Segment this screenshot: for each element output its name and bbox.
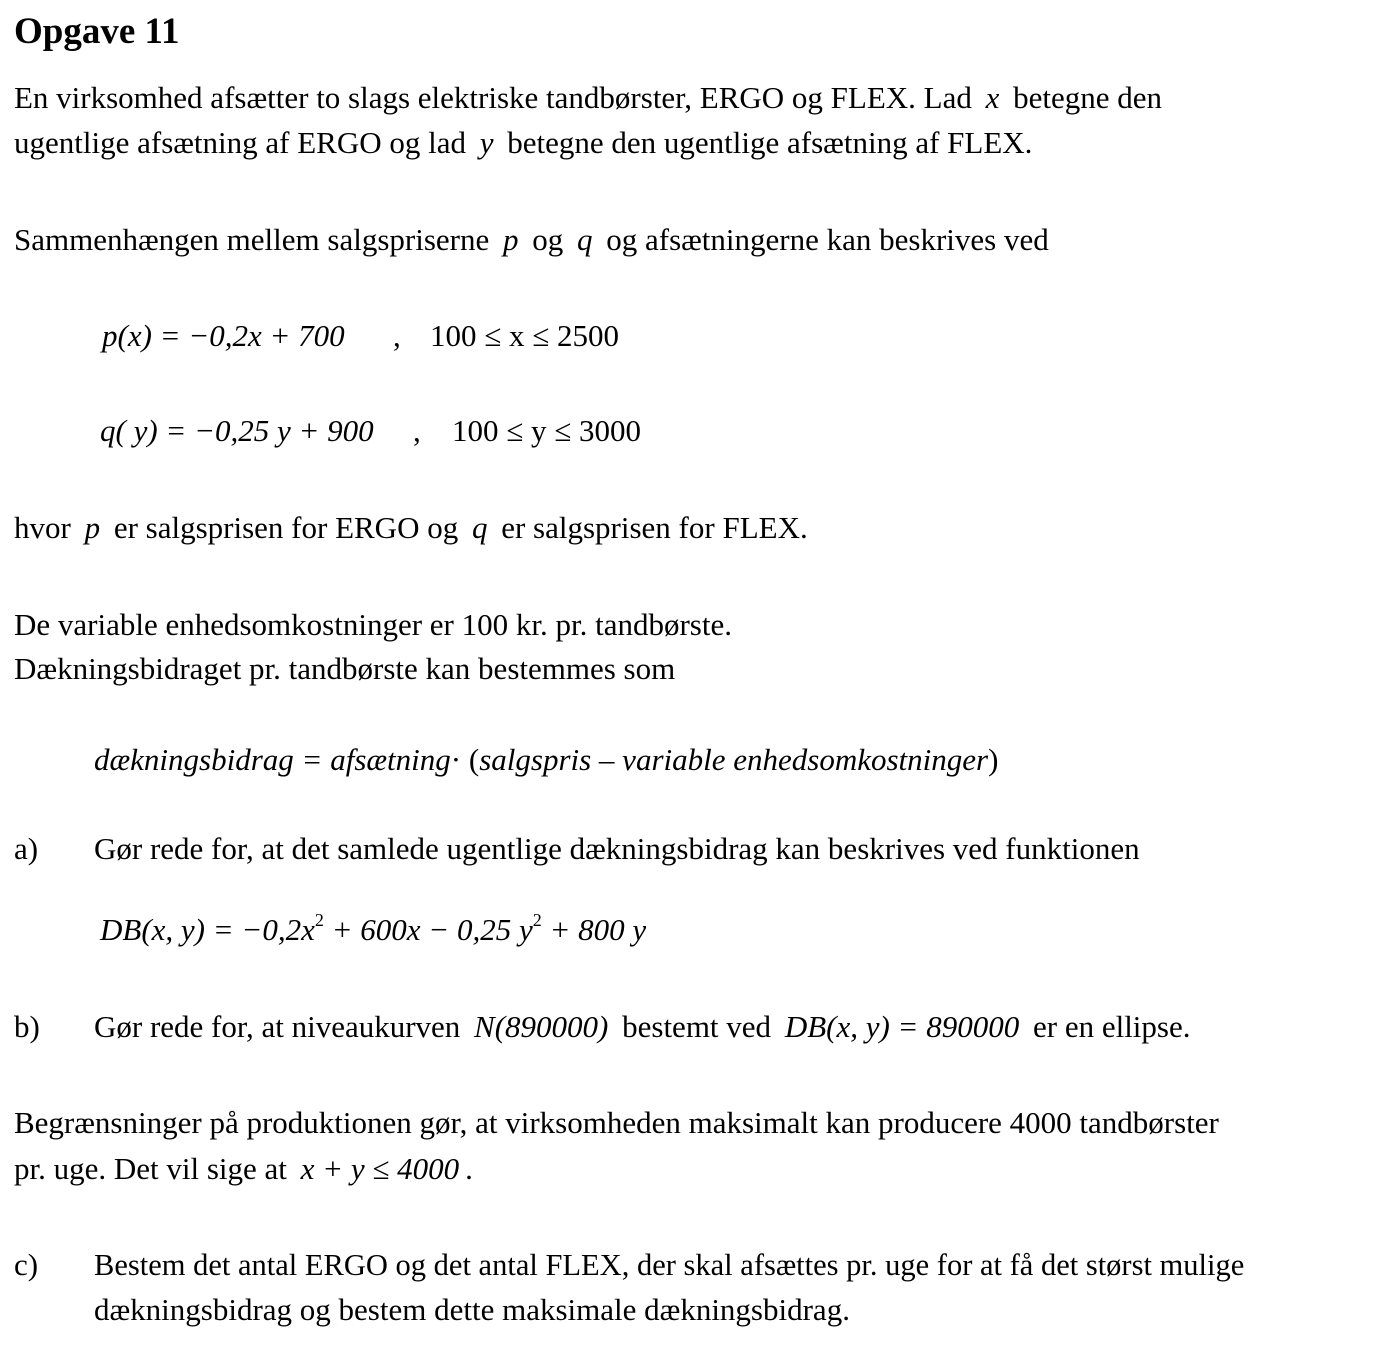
relation-text: og <box>532 222 564 257</box>
contribution-formula <box>94 742 998 778</box>
level-curve: N(890000) <box>474 1009 609 1044</box>
formula-part: salgspris – variable enhedsomkostninger <box>479 742 989 777</box>
equation-q-separator: , <box>413 413 421 448</box>
db-part: DB(x, y) = −0,2x <box>100 912 315 947</box>
variable-p: p <box>84 510 101 545</box>
domain-text: 100 ≤ y ≤ 3000 <box>452 413 642 448</box>
constraint-line-2 <box>14 1151 473 1187</box>
variable-y: y <box>479 125 494 160</box>
page-title: Opgave 11 <box>14 11 180 52</box>
where-line <box>14 510 808 546</box>
exponent: 2 <box>532 910 542 930</box>
db-part: + 800 y <box>541 912 647 947</box>
constraint-text: pr. uge. Det vil sige at <box>14 1151 287 1186</box>
formula-dot: · <box>450 742 462 777</box>
db-part: + 600x − 0,25 y <box>323 912 533 947</box>
level-equation: DB(x, y) = 890000 <box>784 1009 1020 1044</box>
equation-q-lhs: q( y) = −0,25 y + 900 <box>100 413 374 448</box>
domain-text: 100 ≤ x ≤ 2500 <box>430 318 620 353</box>
equation-p-separator: , <box>393 318 401 353</box>
question-a-label: a) <box>14 831 39 866</box>
question-b-part: Gør rede for, at niveaukurven <box>94 1009 461 1044</box>
variable-x: x <box>985 80 1000 115</box>
variable-p: p <box>502 222 519 257</box>
intro-line-2 <box>14 125 1032 161</box>
equation-p <box>102 318 345 354</box>
formula-paren: ( <box>468 742 480 777</box>
question-b-label: b) <box>14 1009 40 1044</box>
equation-p-lhs: p(x) = −0,2x + 700 <box>102 318 345 353</box>
question-b-part: bestemt ved <box>622 1009 772 1044</box>
intro-line-1 <box>14 80 1162 116</box>
constraint-text: . <box>465 1151 473 1186</box>
question-c-label: c) <box>14 1247 39 1282</box>
question-c-line-2: dækningsbidrag og bestem dette maksimale dækningsbidrag. <box>94 1292 850 1327</box>
where-text: er salgsprisen for ERGO og <box>113 510 459 545</box>
constraint-line-1: Begrænsninger på produktionen gør, at virksomheden maksimalt kan producere 4000 tandbørster <box>14 1105 1219 1140</box>
equation-p-domain <box>430 318 619 354</box>
cost-line-2: Dækningsbidraget pr. tandbørste kan bestemmes som <box>14 651 676 686</box>
formula-paren: ) <box>988 742 999 777</box>
equation-q-domain <box>452 413 641 449</box>
where-text: er salgsprisen for FLEX. <box>501 510 808 545</box>
intro-text: betegne den <box>1013 80 1163 115</box>
question-a-text: Gør rede for, at det samlede ugentlige dækningsbidrag kan beskrives ved funktionen <box>94 831 1140 866</box>
variable-q: q <box>576 222 593 257</box>
relation-text: Sammenhængen mellem salgspriserne <box>14 222 490 257</box>
constraint-inequality: x + y ≤ 4000 <box>300 1151 460 1186</box>
relation-text: og afsætningerne kan beskrives ved <box>606 222 1049 257</box>
intro-text: En virksomhed afsætter to slags elektriske tandbørster, ERGO og FLEX. Lad <box>14 80 972 115</box>
intro-text: betegne den ugentlige afsætning af FLEX. <box>507 125 1033 160</box>
equation-q <box>100 413 374 449</box>
question-c-line-1: Bestem det antal ERGO og det antal FLEX, der skal afsættes pr. uge for at få det størst mulige <box>94 1248 1245 1282</box>
db-function <box>100 912 646 948</box>
question-b-text <box>94 1009 1191 1045</box>
formula-part: dækningsbidrag = afsætning <box>94 742 451 777</box>
intro-text: ugentlige afsætning af ERGO og lad <box>14 125 466 160</box>
relation-line <box>14 222 1049 258</box>
cost-line-1: De variable enhedsomkostninger er 100 kr. pr. tandbørste. <box>14 607 732 642</box>
where-text: hvor <box>14 510 71 545</box>
exponent: 2 <box>314 910 324 930</box>
question-b-part: er en ellipse. <box>1032 1009 1191 1044</box>
variable-q: q <box>471 510 488 545</box>
